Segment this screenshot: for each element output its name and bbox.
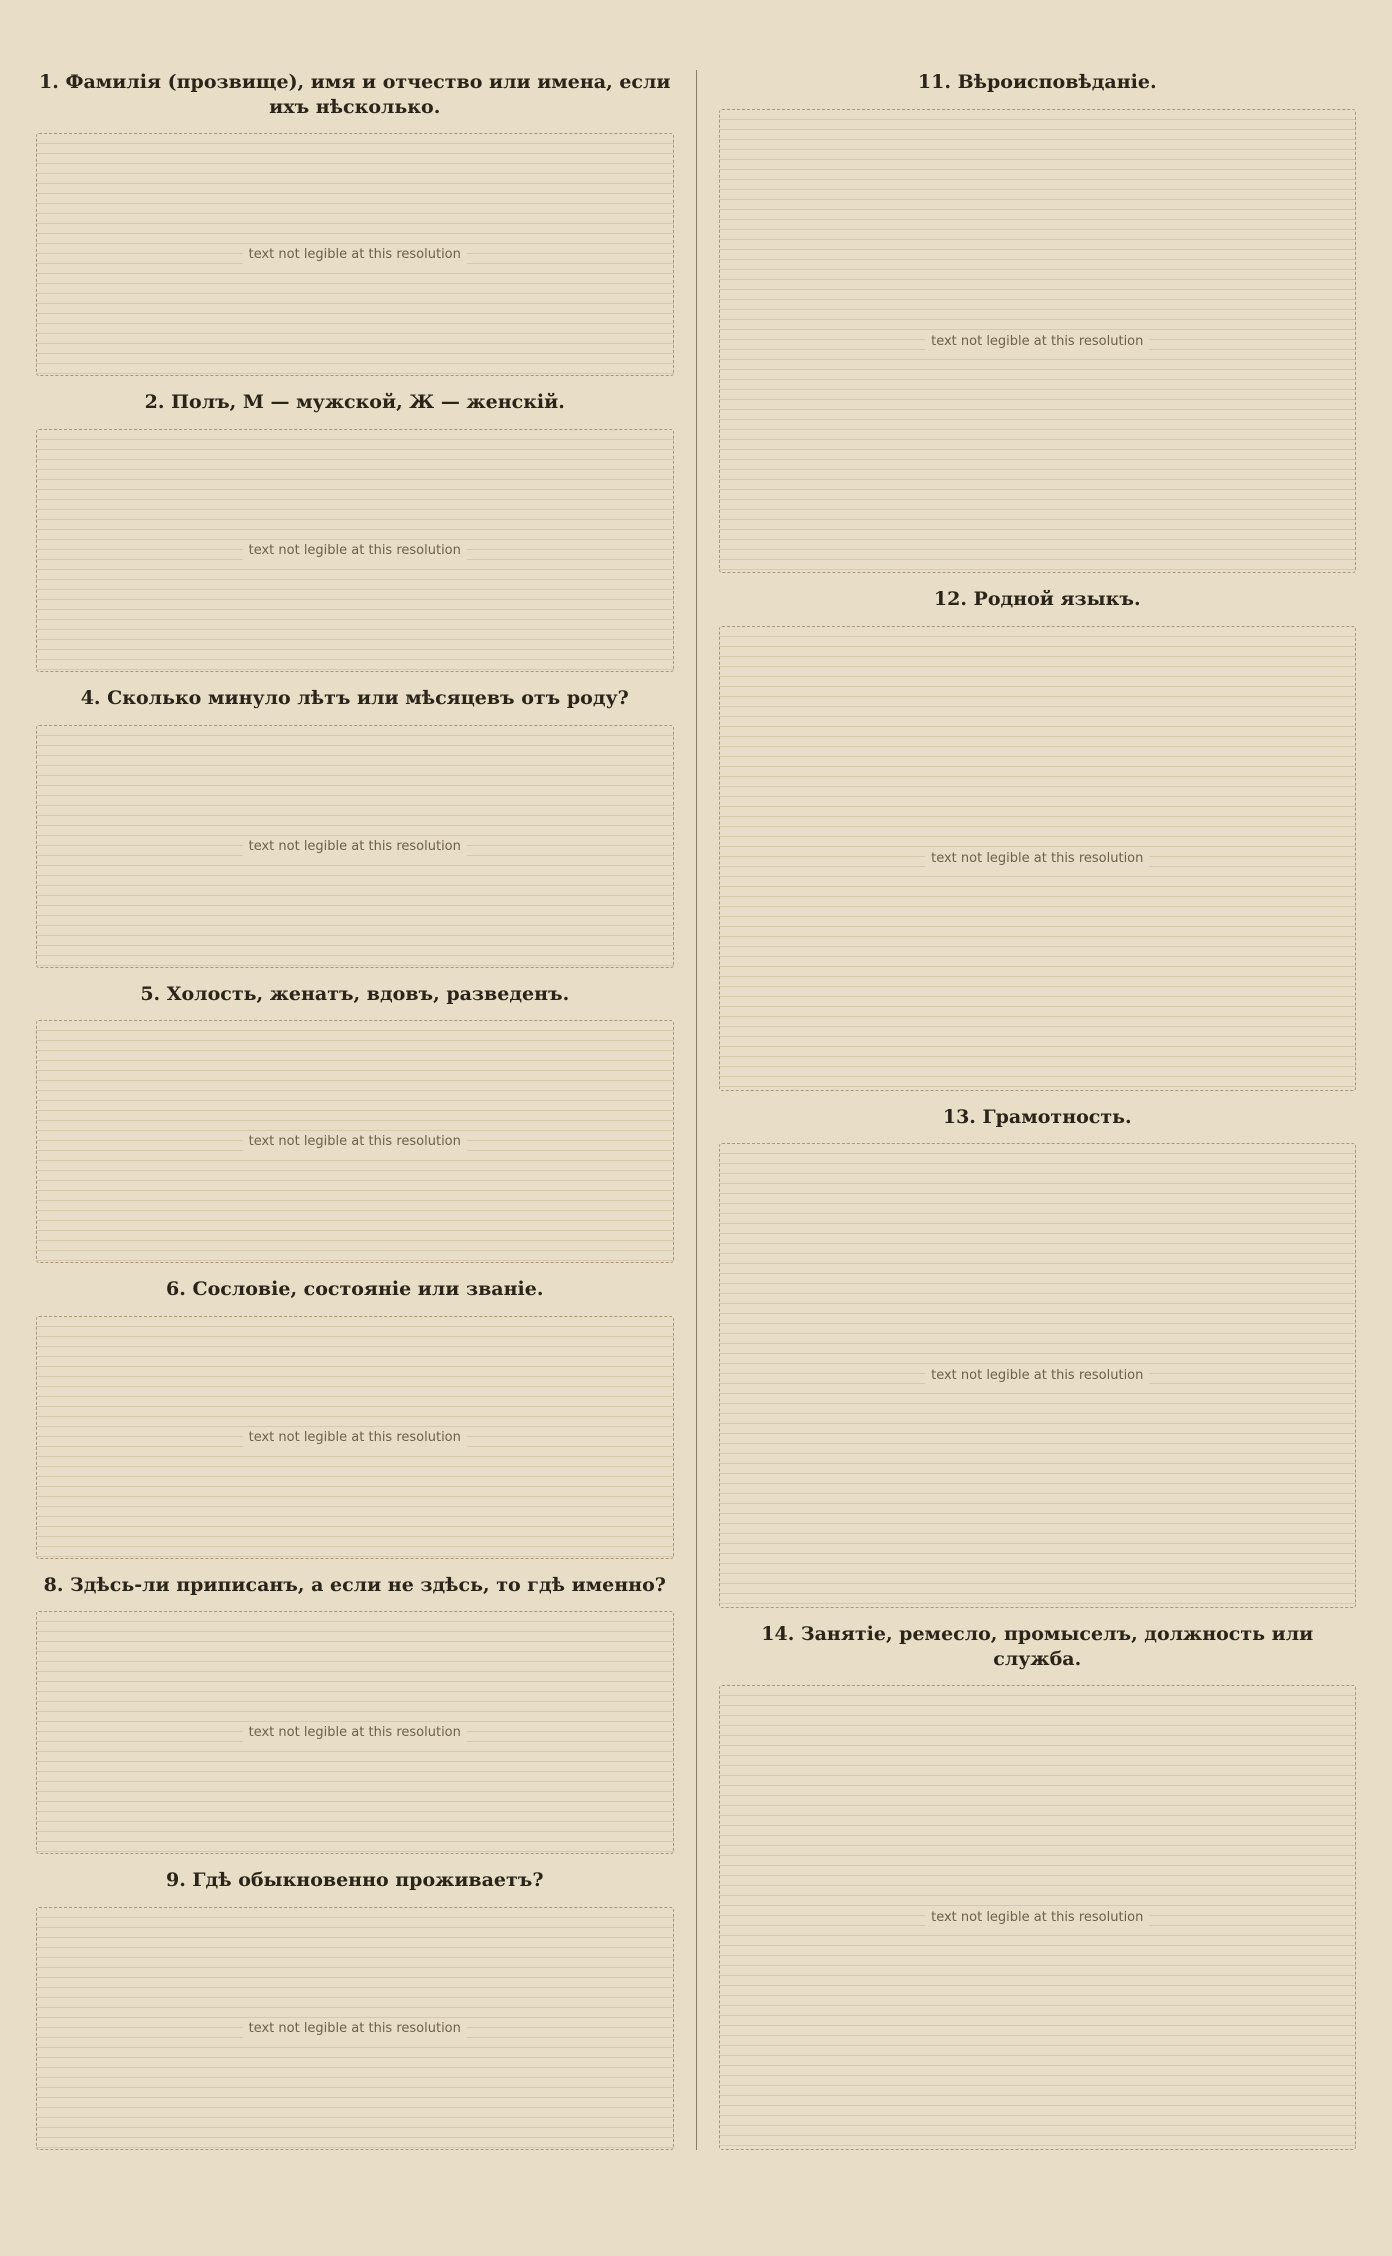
section-body-placeholder: text not legible at this resolution [36,429,674,672]
section-heading: 12. Родной языкъ. [933,588,1141,611]
section-body-placeholder: text not legible at this resolution [36,133,674,376]
section-body-placeholder: text not legible at this resolution [36,1316,674,1559]
section-body-placeholder: text not legible at this resolution [719,1143,1357,1608]
section-heading: 5. Холость, женатъ, вдовъ, разведенъ. [140,982,570,1005]
right-column [719,70,1357,2150]
section-heading: 8. Здѣсь-ли приписанъ, а если не здѣсь, то гдѣ именно? [43,1573,666,1596]
section-heading: 2. Полъ, М — мужской, Ж — женскій. [144,391,565,414]
section-body-placeholder: text not legible at this resolution [719,109,1357,574]
section-body-placeholder: text not legible at this resolution [36,1907,674,2150]
section-body-placeholder: text not legible at this resolution [36,1611,674,1854]
section-heading: 14. Занятіе, ремесло, промыселъ, должность или служба. [761,1622,1314,1670]
section-heading: 13. Грамотность. [942,1105,1132,1128]
section-body-placeholder: text not legible at this resolution [719,626,1357,1091]
column-divider [696,70,697,2150]
section-heading: 9. Гдѣ обыкновенно проживаетъ? [165,1869,544,1892]
section-heading: 6. Сословіе, состояніе или званіе. [166,1278,544,1301]
section-heading: 4. Сколько минуло лѣтъ или мѣсяцевъ отъ роду? [80,686,629,709]
section-body-placeholder: text not legible at this resolution [719,1685,1357,2150]
section-heading: 1. Фамилія (прозвище), имя и отчество или имена, если ихъ нѣсколько. [39,71,671,118]
section-heading: 11. Вѣроисповѣданіе. [917,71,1157,93]
section-body-placeholder: text not legible at this resolution [36,1020,674,1263]
section-body-placeholder: text not legible at this resolution [36,725,674,968]
left-column [36,70,674,2150]
